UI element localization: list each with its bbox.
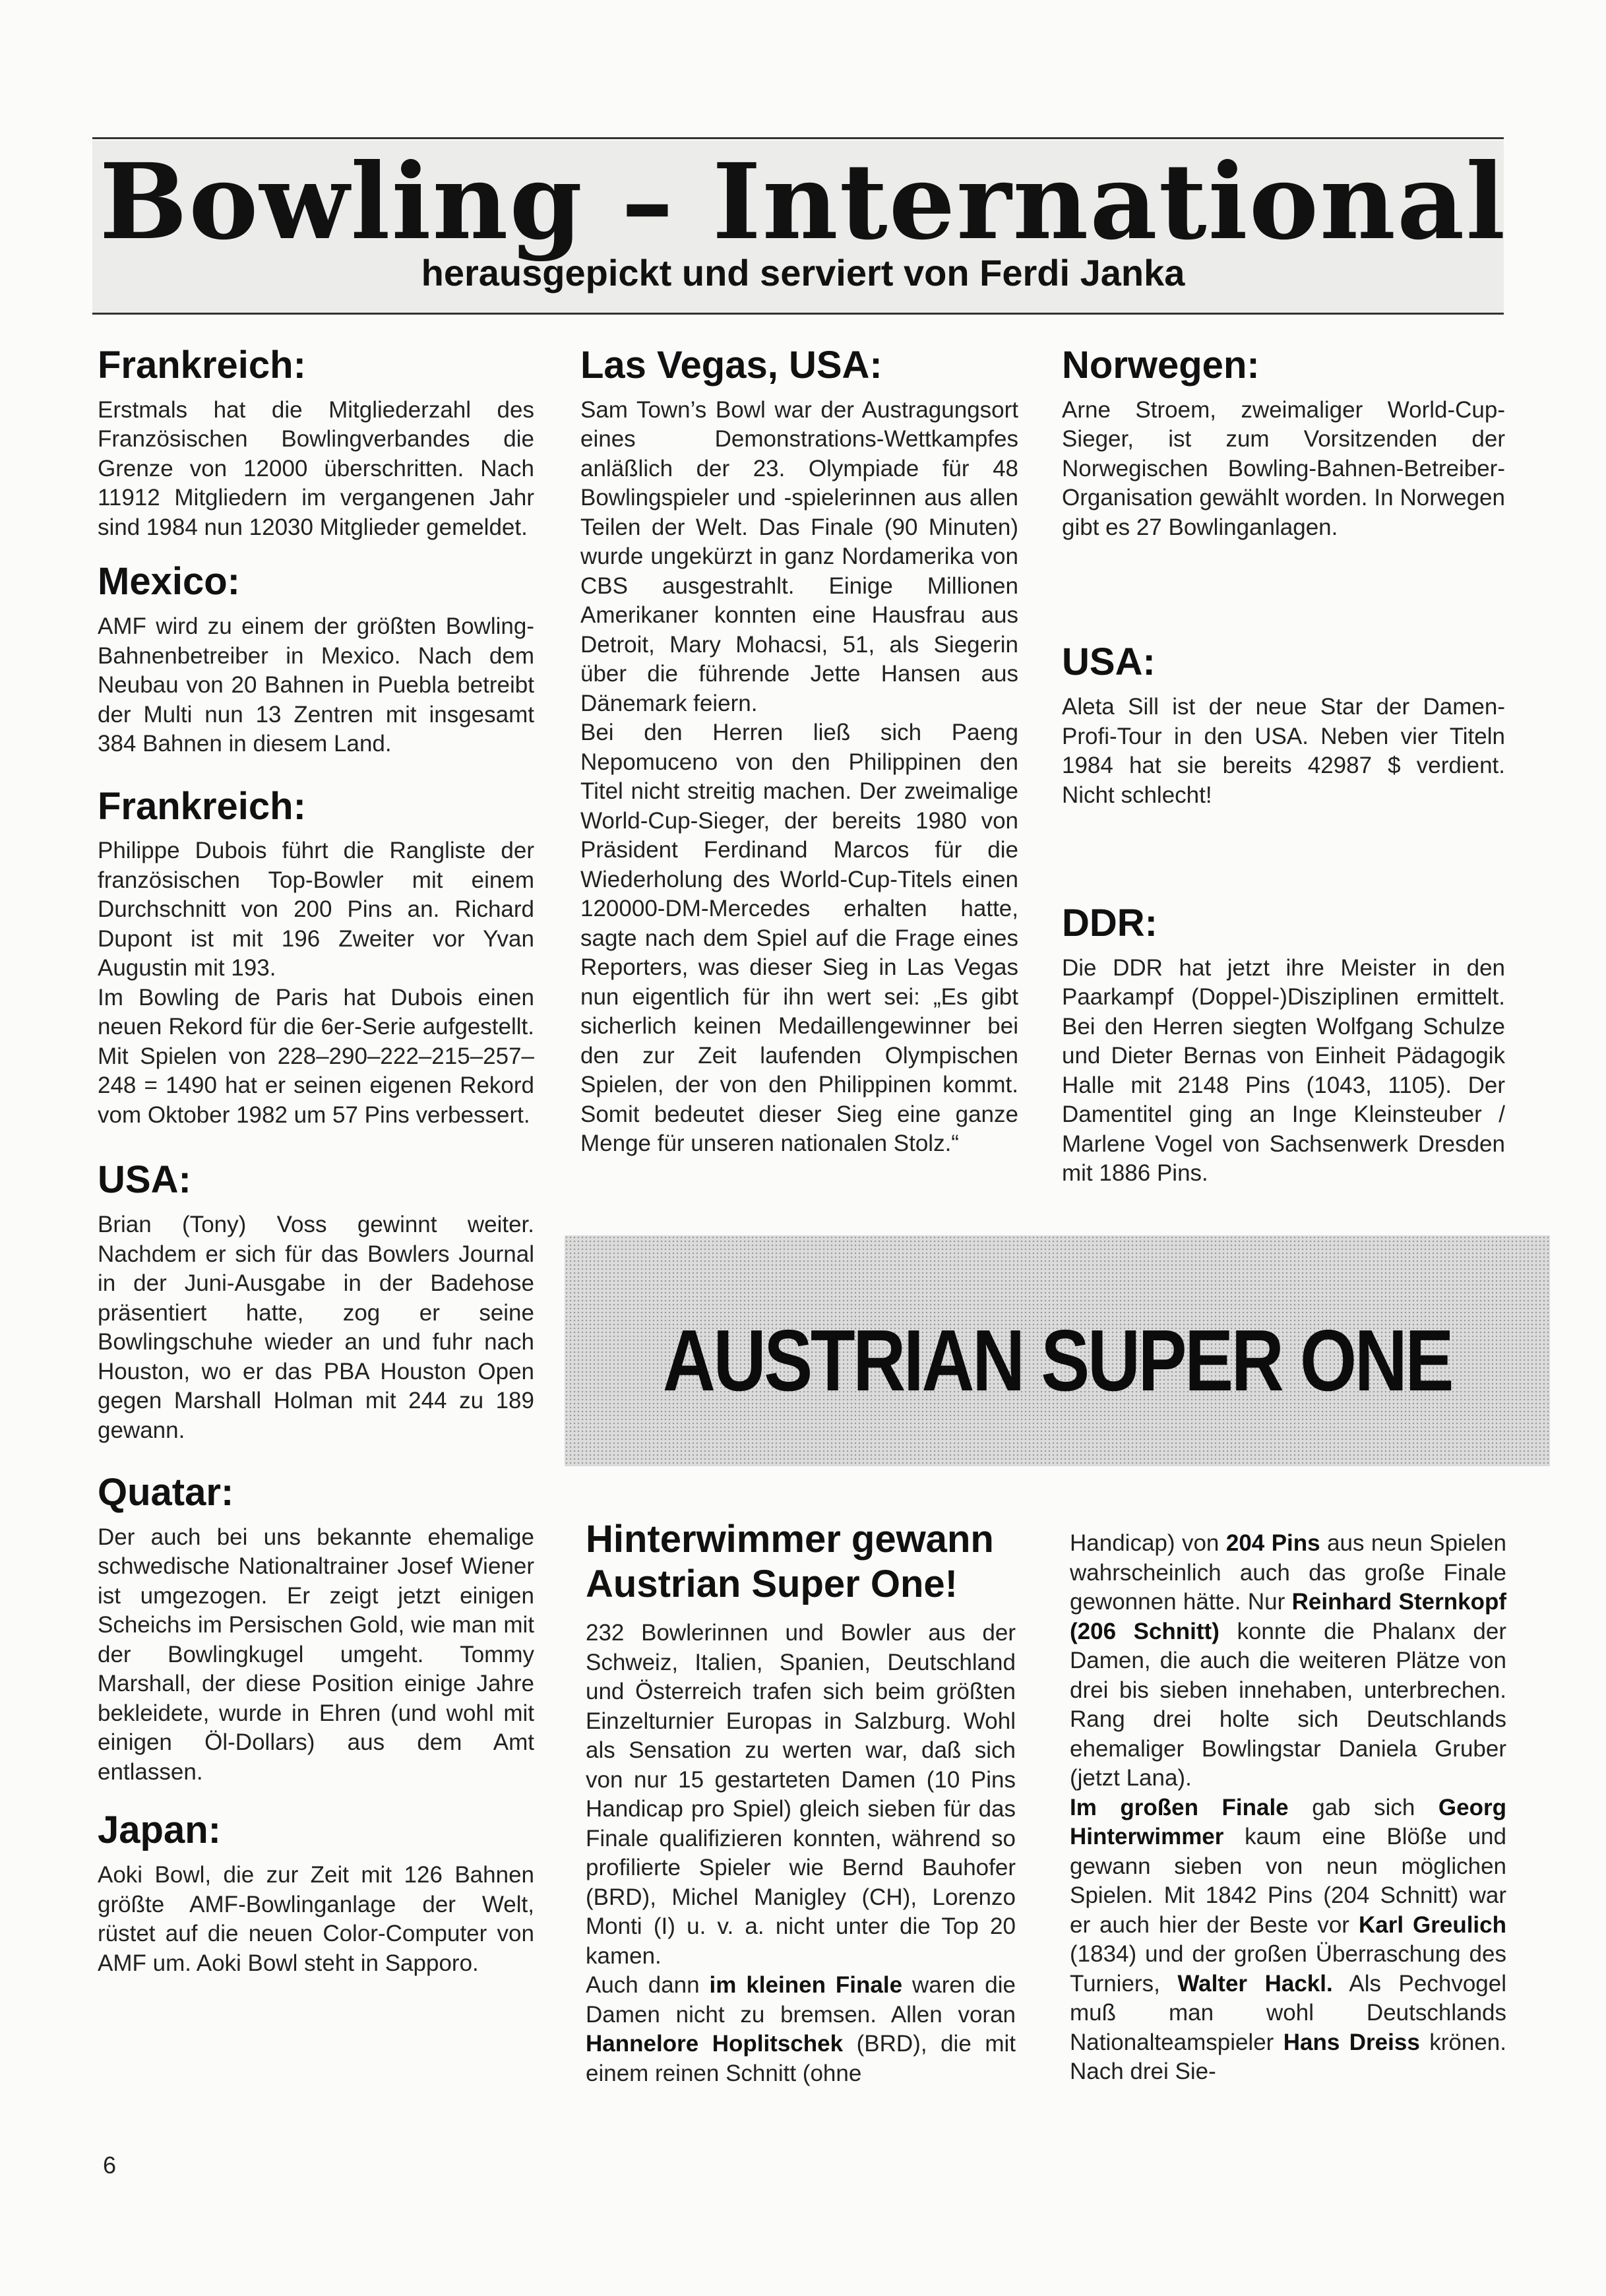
section-las-vegas (580, 344, 1018, 1159)
section-text: Der auch bei uns bekannte ehemalige schwedische Nationaltrainer Josef Wiener ist umgezogen. Er zeigt jetzt einigen Scheichs im Persischen Gold, wie man mit der Bowlingkugel umgeht. Tommy Marshall, der diese Position einige Jahre bekleidete, wurde in Ehren (und wohl mit einigen Öl-Dollars) aus dem Amt entlassen. (98, 1524, 534, 1785)
section-norwegen (1062, 344, 1505, 542)
bold-run: Im großen Finale (1070, 1794, 1289, 1820)
text-run: Handicap) von (1070, 1530, 1220, 1556)
column-right (1062, 344, 1505, 1189)
bold-run: Hans Dreiss (1283, 2029, 1420, 2055)
bold-run: 204 Pins (1225, 1530, 1320, 1556)
section-text: Die DDR hat jetzt ihre Meister in den Paarkampf (Doppel-)Disziplinen ermittelt. Bei den Herren siegten Wolfgang Schulze und Dieter Bernas von Einheit Pädagogik Halle mit 2148 Pins (1043, 1105). Der Damentitel ging an Inge Kleinsteuber / Marlene Vogel von Sachsenwerk Dresden mit 1886 Pins. (1062, 954, 1505, 1187)
section-ddr (1062, 902, 1505, 1189)
article-text (1070, 1529, 1506, 1793)
section-heading: Norwegen: (1062, 344, 1260, 387)
text-run: waren die Damen nicht zu bremsen. Allen voran (586, 1972, 1016, 2028)
section-frankreich-ranking (98, 786, 534, 1131)
text-run: konnte die Phalanx der Damen, die auch die weiteren Plätze von drei bis sieben innehaben, unterbrechen. Rang drei holte sich Deutschlands ehemaliger Bowlingstar Daniela Gruber (jetzt Lana). (1070, 1618, 1506, 1791)
bottom-rule (92, 313, 1504, 315)
bold-run: im kleinen Finale (709, 1972, 903, 1998)
text-run: (1834) und der großen Überraschung des Turniers, (1070, 1941, 1506, 1997)
section-text: Aoki Bowl, die zur Zeit mit 126 Bahnen größte AMF-Bowlinganlage der Welt, rüstet auf die neuen Color-Computer von AMF um. Aoki Bowl steht in Sapporo. (98, 1862, 534, 1976)
section-text: AMF wird zu einem der größten Bowling-Bahnenbetreiber in Mexico. Nach dem Neubau von 20 Bahnen in Puebla betreibt der Multi nun 13 Zentren mit insgesamt 384 Bahnen in diesem Land. (98, 613, 534, 757)
top-rule (92, 137, 1504, 139)
article-text (1070, 1793, 1506, 2087)
article-right (1070, 1529, 1506, 2087)
section-usa-voss (98, 1159, 534, 1445)
article-text (586, 1971, 1016, 2088)
section-heading: USA: (1062, 640, 1156, 684)
section-heading: USA: (98, 1158, 191, 1202)
column-left (98, 344, 534, 1978)
page-subtitle: herausgepickt und serviert von Ferdi Janka (421, 252, 1185, 294)
text-run: aus neun Spielen wahrscheinlich auch das große Finale gewonnen hätte. Nur (1070, 1530, 1506, 1615)
section-mexico (98, 561, 534, 759)
section-text: Bei den Herren ließ sich Paeng Nepomuceno von den Philippinen den Titel nicht streitig machen. Der zweimalige World-Cup-Sieger, der bereits 1980 von Präsident Ferdinand Marcos für die Wiederholung des World-Cup-Titels einen 120000-DM-Mercedes erhalten hatte, sagte nach dem Spiel auf die Frage eines Reporters, was dieser Sieg in Las Vegas nun eigentlich für ihn wert sei: „Es gibt sicherlich keinen Medaillengewinner bei den zur Zeit laufenden Olympischen Spielen, der von den Philippinen kommt. Somit bedeutet dieser Sieg eine ganze Menge für unseren nationalen Stolz.“ (580, 720, 1018, 1157)
section-text: Erstmals hat die Mitgliederzahl des Französischen Bowlingverbandes die Grenze von 12000 überschritten. Nach 11912 Mitgliedern im vergangenen Jahr sind 1984 nun 12030 Mitglieder gemeldet. (98, 396, 534, 540)
text-run: (BRD), die mit einem reinen Schnitt (ohne (586, 2031, 1016, 2086)
section-frankreich-members (98, 344, 534, 542)
section-text: Sam Town’s Bowl war der Austragungsort eines Demonstrations-Wettkampfes anläßlich der 23. Olympiade für 48 Bowlingspieler und -spielerinnen aus allen Teilen der Welt. Das Finale (90 Minuten) wurde ungekürzt in ganz Nordamerika von CBS ausgestrahlt. Einige Millionen Amerikaner konnten eine Hausfrau aus Detroit, Mary Mohacsi, 51, als Siegerin über die führende Jette Hansen aus Dänemark feiern. (580, 396, 1018, 716)
article-left (586, 1517, 1016, 2088)
section-text: Philippe Dubois führt die Rangliste der französischen Top-Bowler mit einem Durchschnitt von 200 Pins an. Richard Dupont ist mit 196 Zweiter vor Yvan Augustin mit 193. (98, 838, 534, 981)
section-text: Im Bowling de Paris hat Dubois einen neuen Rekord für die 6er-Serie aufgestellt. Mit Spielen von 228–290–222–215–257–248 = 1490 hat er seinen eigenen Rekord vom Oktober 1982 um 57 Pins verbessert. (98, 984, 534, 1128)
section-text: Brian (Tony) Voss gewinnt weiter. Nachdem er sich für das Bowlers Journal in der Juni-Ausgabe in der Badehose präsentiert hatte, zog er seine Bowlingschuhe wieder an und fuhr nach Houston, wo er das PBA Houston Open gegen Marshall Holman mit 244 zu 189 gewann. (98, 1212, 534, 1443)
section-heading: Japan: (98, 1809, 221, 1852)
page-number: 6 (103, 2152, 117, 2179)
text-run: krönen. Nach drei Sie- (1070, 2029, 1506, 2084)
text-run: Als Pechvogel muß man wohl Deutschlands Nationalteamspieler (1070, 1970, 1507, 2055)
banner-title: AUSTRIAN SUPER ONE (662, 1312, 1452, 1409)
article-headline: Hinterwimmer gewann Austrian Super One! (586, 1518, 994, 1605)
article-text: 232 Bowlerinnen und Bowler aus der Schweiz, Italien, Spanien, Deutschland und Österreich trafen sich beim größten Einzelturnier Europas in Salzburg. Wohl als Sensation zu werten war, daß sich von nur 15 gestarteten Damen (10 Pins Handicap pro Spiel) gleich sieben für das Finale qualifizieren konnten, während so profilierte Spieler wie Bernd Bauhofer (BRD), Michel Manigley (CH), Lorenzo Monti (I) u. v. a. nicht unter die Top 20 kamen. (586, 1620, 1016, 1969)
page-title: Bowling – International (99, 141, 1507, 263)
section-text: Arne Stroem, zweimaliger World-Cup-Sieger, ist zum Vorsitzenden der Norwegischen Bowling-Bahnen-Betreiber-Organisation gewählt worden. In Norwegen gibt es 27 Bowlinganlagen. (1062, 396, 1505, 540)
bold-run: Hannelore Hoplitschek (586, 2031, 844, 2057)
bold-run: Reinhard Sternkopf (206 Schnitt) (1070, 1589, 1507, 1644)
column-middle (580, 344, 1018, 1159)
text-run: kaum eine Blöße und gewann sieben von neun möglichen Spielen. Mit 1842 Pins (204 Schnitt) war er auch hier der Beste vor (1070, 1824, 1506, 1938)
section-heading: Mexico: (98, 560, 240, 604)
section-heading: Frankreich: (98, 344, 306, 387)
section-heading: Frankreich: (98, 784, 306, 828)
text-run: gab sich (1312, 1794, 1415, 1820)
text-run: Auch dann (586, 1972, 700, 1998)
section-usa-sill (1062, 641, 1505, 810)
bold-run: Walter Hackl. (1177, 1970, 1333, 1997)
section-heading: DDR: (1062, 902, 1158, 945)
bold-run: Karl Greulich (1358, 1911, 1506, 1938)
section-quatar (98, 1472, 534, 1787)
section-japan (98, 1809, 534, 1978)
section-text: Aleta Sill ist der neue Star der Damen-Profi-Tour in den USA. Neben vier Titeln 1984 hat sie bereits 42987 $ verdient. Nicht schlecht! (1062, 694, 1505, 808)
section-heading: Quatar: (98, 1471, 234, 1514)
section-heading: Las Vegas, USA: (580, 344, 882, 387)
bold-run: Georg Hinterwimmer (1070, 1794, 1506, 1849)
